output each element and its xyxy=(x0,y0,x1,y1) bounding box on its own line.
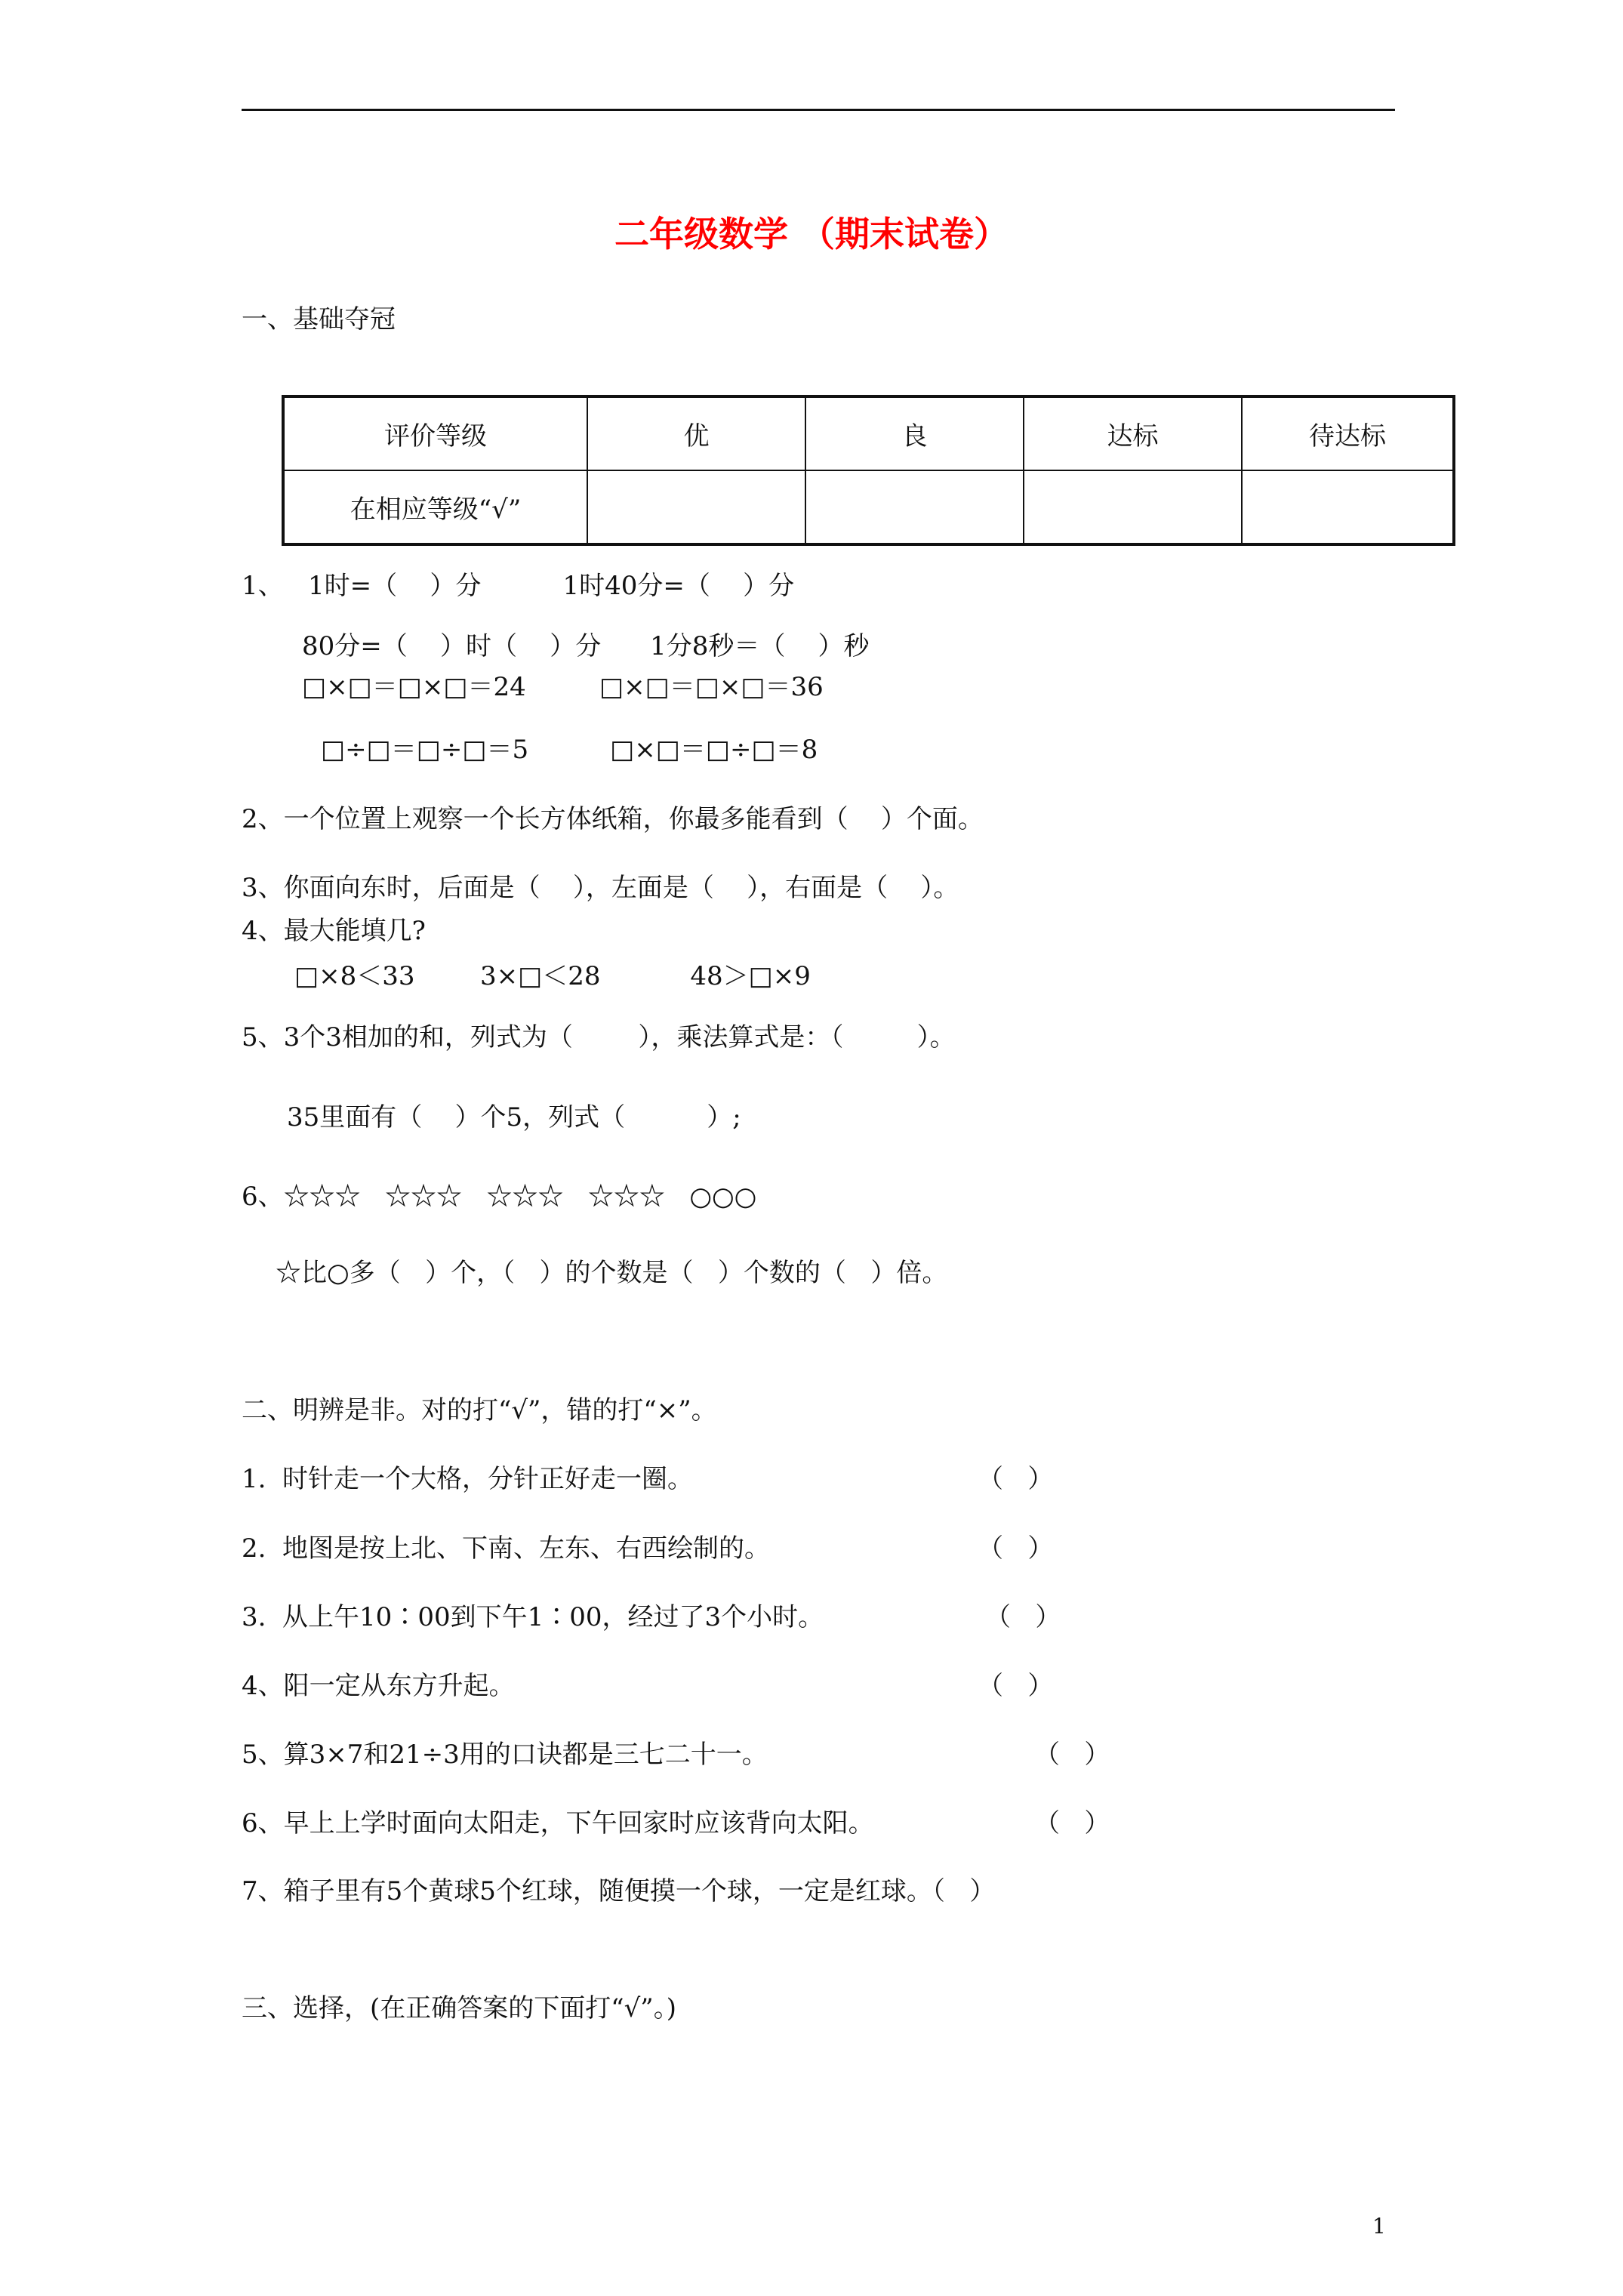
grade-table-header-row xyxy=(283,396,1454,470)
judgement-item-7: 7、箱子里有5个黄球5个红球，随便摸一个球，一定是红球。（ ） xyxy=(242,1876,996,1906)
judgement-mark-3[interactable]: （ ） xyxy=(985,1602,1061,1632)
question-1-line-1: 1、 1时=（ ）分 1时40分=（ ）分 xyxy=(242,571,795,601)
question-1-line-2: 80分=（ ）时（ ）分 1分8秒＝（ ）秒 xyxy=(302,631,870,661)
section3-heading: 三、选择，(在正确答案的下面打“√”。) xyxy=(242,1993,676,2023)
judgement-item-6: 6、早上上学时面向太阳走，下午回家时应该背向太阳。 xyxy=(242,1808,874,1838)
judgement-item-1: 1. 时针走一个大格，分针正好走一圈。 xyxy=(242,1464,694,1494)
grade-check-cell[interactable] xyxy=(1242,470,1454,544)
judgement-item-3: 3. 从上午10∶00到下午1∶00，经过了3个小时。 xyxy=(242,1602,824,1632)
question-1-line-4: □÷□＝□÷□＝5 □×□＝□÷□＝8 xyxy=(321,735,818,765)
judgement-item-5: 5、算3×7和21÷3用的口诀都是三七二十一。 xyxy=(242,1740,768,1770)
judgement-mark-6[interactable]: （ ） xyxy=(1034,1808,1110,1838)
grade-check-cell[interactable] xyxy=(587,470,805,544)
question-3: 3、你面向东时，后面是（ ），左面是（ ），右面是（ ）。 xyxy=(242,873,959,903)
grade-header-cell: 待达标 xyxy=(1242,396,1454,470)
question-1-line-3: □×□＝□×□＝24 □×□＝□×□＝36 xyxy=(302,672,824,702)
page-number: 1 xyxy=(1372,2214,1386,2239)
question-5-line-2: 35里面有（ ）个5，列式（ ）; xyxy=(287,1102,741,1133)
judgement-mark-4[interactable]: （ ） xyxy=(978,1671,1054,1701)
grade-check-cell[interactable] xyxy=(805,470,1024,544)
judgement-mark-5[interactable]: （ ） xyxy=(1034,1740,1110,1770)
section2-heading: 二、明辨是非。对的打“√”，错的打“×”。 xyxy=(242,1395,717,1425)
question-6-line-1: 6、☆☆☆ ☆☆☆ ☆☆☆ ☆☆☆ ○○○ xyxy=(242,1182,757,1212)
question-2: 2、一个位置上观察一个长方体纸箱，你最多能看到（ ）个面。 xyxy=(242,804,984,834)
grade-header-cell: 良 xyxy=(805,396,1024,470)
question-6-line-2: ☆比○多（ ）个，（ ）的个数是（ ）个数的（ ）倍。 xyxy=(276,1258,948,1288)
question-5-line-1: 5、3个3相加的和，列式为（ ），乘法算式是：（ ）。 xyxy=(242,1022,956,1052)
judgement-item-2: 2. 地图是按上北、下南、左东、右西绘制的。 xyxy=(242,1533,771,1564)
header-rule xyxy=(242,109,1395,111)
grade-header-cell: 评价等级 xyxy=(283,396,587,470)
question-4-line-2: □×8＜33 3×□＜28 48＞□×9 xyxy=(294,961,811,991)
page-title: 二年级数学 （期末试卷） xyxy=(614,214,1009,254)
judgement-mark-1[interactable]: （ ） xyxy=(978,1464,1054,1494)
grade-row-label: 在相应等级“√” xyxy=(283,470,587,544)
judgement-mark-2[interactable]: （ ） xyxy=(978,1533,1054,1564)
question-4-line-1: 4、最大能填几? xyxy=(242,916,426,946)
grade-check-cell[interactable] xyxy=(1024,470,1242,544)
grade-header-cell: 优 xyxy=(587,396,805,470)
section1-heading: 一、基础夺冠 xyxy=(242,304,396,334)
grade-header-cell: 达标 xyxy=(1024,396,1242,470)
judgement-item-4: 4、阳一定从东方升起。 xyxy=(242,1671,515,1701)
grade-table-check-row xyxy=(283,470,1454,544)
grade-table xyxy=(282,395,1455,546)
